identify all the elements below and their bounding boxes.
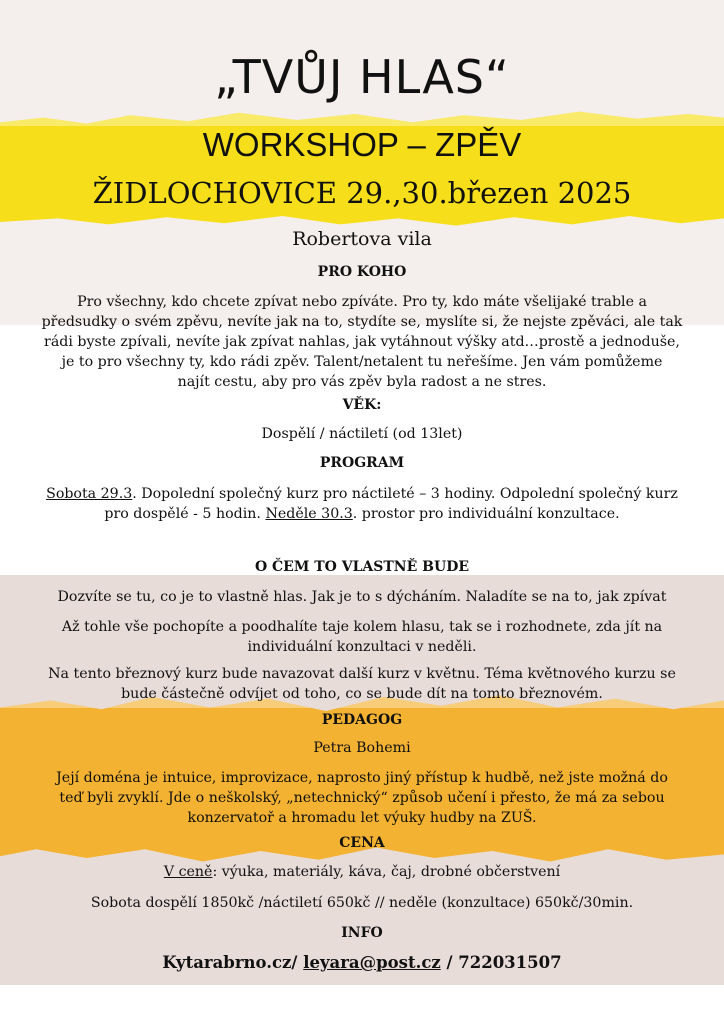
text-line: Na tento březnový kurz bude navazovat další kurz v květnu. Téma květnového kurzu se [48, 666, 676, 682]
cena-prices: Sobota dospělí 1850kč /náctiletí 650kč // neděle (konzultace) 650kč/30min. [90, 895, 634, 911]
text-line: bude částečně odvíjet od toho, co se bude dít na tomto březnovém. [121, 686, 603, 702]
pedagog-paragraph [36, 768, 688, 828]
flyer-title: „TVŮJ HLAS“ [214, 50, 510, 104]
text-line: Sobota 29.3. Dopolední společný kurz pro náctileté – 3 hodiny. Odpolední společný kurz [46, 486, 678, 502]
heading-vek: VĚK: [342, 397, 382, 413]
heading-program: PROGRAM [319, 455, 405, 471]
o-cem-p2 [36, 617, 688, 657]
heading-pro-koho: PRO KOHO [317, 264, 407, 280]
cena-included: V ceně: výuka, materiály, káva, čaj, drobné občerstvení [163, 864, 561, 880]
saturday-label: Sobota 29.3 [46, 486, 133, 502]
program-paragraph [36, 484, 688, 524]
text-line: rádi byste zpívali, nevíte jak zpívat nahlas, jak vytáhnout výšky atd…prostě a jednoduše, [44, 334, 680, 350]
text-line: Její doména je intuice, improvizace, naprosto jiný přístup k hudbě, než jste možná do [56, 770, 668, 786]
text-line: Až tohle vše pochopíte a poodhalíte taje kolem hlasu, tak se i rozhodnete, zda jít na [61, 619, 663, 635]
text-line: konzervatoř a hromadu let výuky hudby na ZUŠ. [187, 810, 537, 826]
text-line: pro dospělé - 5 hodin. Neděle 30.3. prostor pro individuální konzultace. [104, 506, 620, 522]
heading-o-cem: O ČEM TO VLASTNĚ BUDE [254, 559, 470, 575]
pro-koho-paragraph [36, 292, 688, 392]
included-label: V ceně [163, 864, 213, 880]
text-line: předsudky o svém zpěvu, nevíte jak na to, stydíte se, myslíte si, že nejste zpěváci, ale tak [41, 314, 683, 330]
heading-cena: CENA [339, 835, 385, 851]
text-line: teď byli zvyklí. Jde o neškolský, „netechnický“ způsob učení i přesto, že má za sebou [59, 790, 665, 806]
text-line: individuální konzultaci v neděli. [247, 639, 477, 655]
email-link[interactable]: leyara@post.cz [303, 953, 441, 972]
place-date: ŽIDLOCHOVICE 29.,30.březen 2025 [92, 176, 632, 210]
text-line: najít cestu, aby pro vás zpěv byla radost a ne stres. [177, 374, 547, 390]
heading-pedagog: PEDAGOG [321, 712, 403, 728]
text-line: Pro všechny, kdo chcete zpívat nebo zpíváte. Pro ty, kdo máte všelijaké trable a [77, 294, 647, 310]
o-cem-p3 [36, 664, 688, 704]
bottom-background [0, 985, 724, 1024]
phone-text: / 722031507 [440, 953, 562, 972]
heading-info: INFO [341, 925, 383, 941]
o-cem-p1: Dozvíte se tu, co je to vlastně hlas. Jak je to s dýcháním. Naladíte se na to, jak zpívat [57, 589, 667, 605]
info-contacts [30, 953, 694, 972]
website-text: Kytarabrno.cz/ [162, 953, 304, 972]
venue: Robertova vila [292, 228, 432, 250]
flyer-subtitle: WORKSHOP – ZPĚV [202, 126, 522, 163]
pedagog-name: Petra Bohemi [313, 740, 411, 756]
vek-text: Dospělí / náctiletí (od 13let) [261, 426, 463, 442]
sunday-label: Neděle 30.3 [265, 506, 353, 522]
text-line: je to pro všechny ty, kdo rádi zpěv. Talent/netalent tu neřešíme. Jen vám pomůžeme [61, 354, 663, 370]
